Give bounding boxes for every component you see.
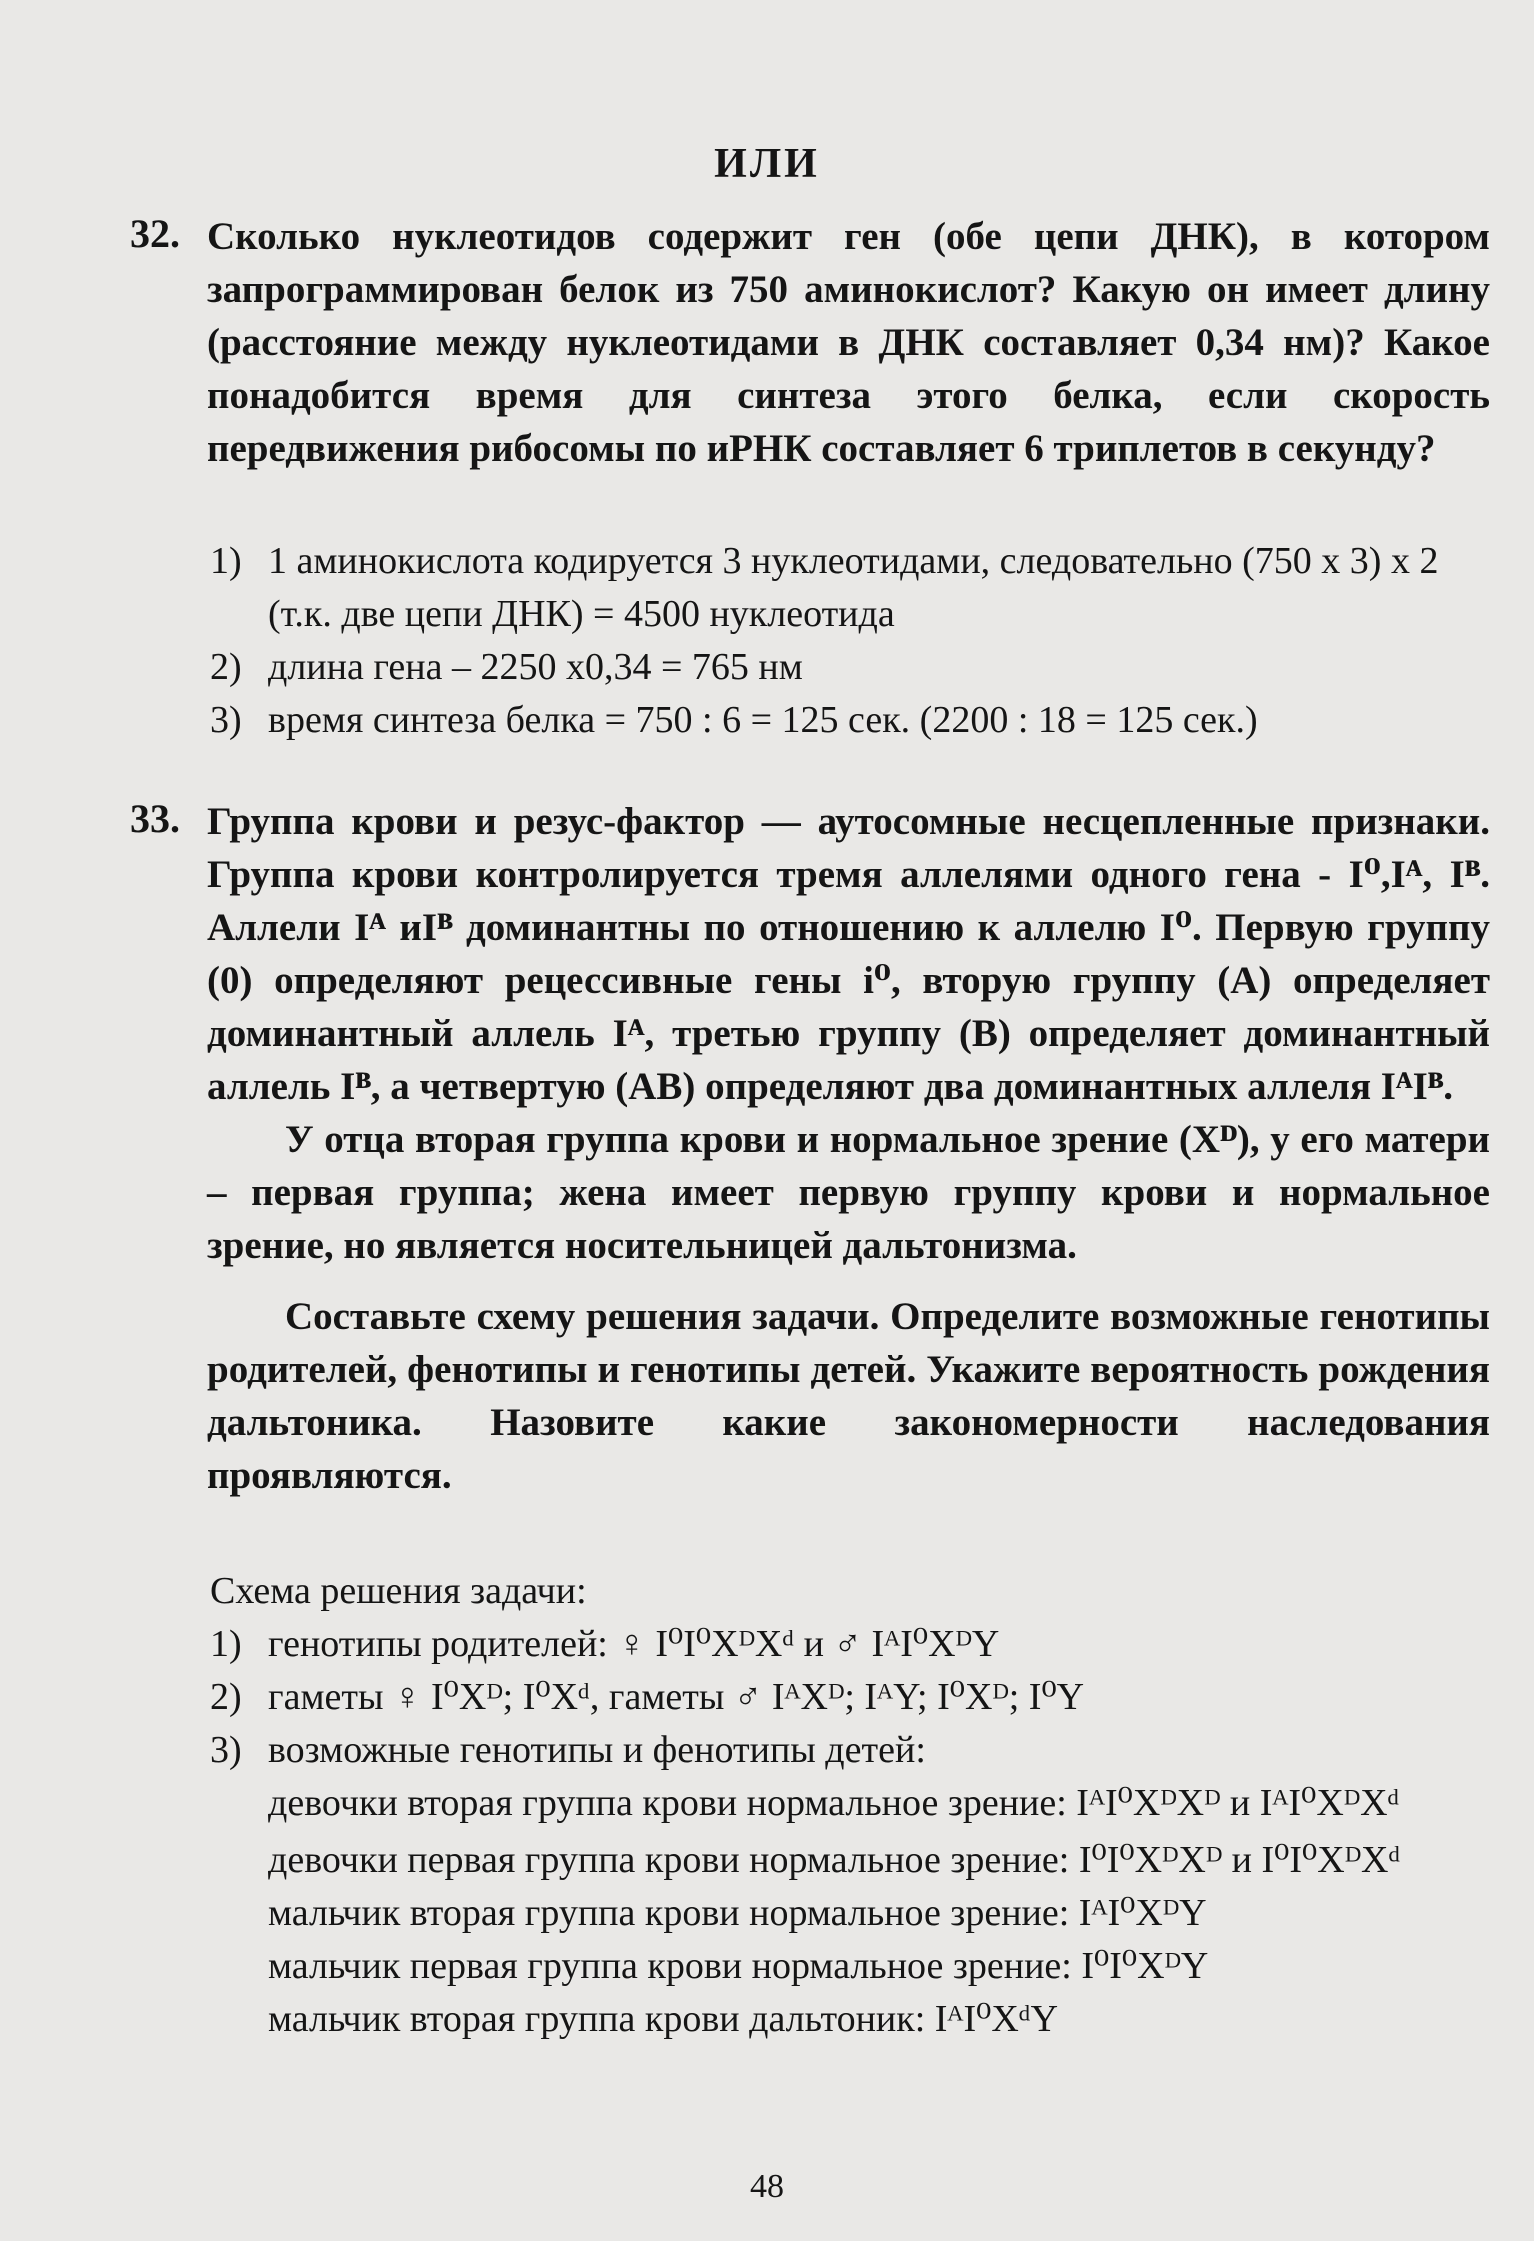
child-genotype: мальчик вторая группа крови дальтоник: IᴬI⁰XᵈY [268, 1998, 1059, 2040]
item-text: генотипы родителей: ♀ I⁰I⁰XᴰXᵈ и ♂ IᴬI⁰XᴰY [268, 1623, 1000, 1665]
answer-item [210, 641, 1490, 694]
child-genotype: мальчик вторая группа крови нормальное зрение: IᴬI⁰XᴰY [268, 1892, 1207, 1934]
item-number: 1) [210, 540, 242, 582]
item-number: 3) [210, 699, 242, 741]
item-number: 1) [210, 1623, 242, 1665]
answer-item [210, 1618, 1490, 1671]
question-number: 33. [130, 796, 180, 841]
item-text: гаметы ♀ I⁰Xᴰ; I⁰Xᵈ, гаметы ♂ IᴬXᴰ; IᴬY; I⁰Xᴰ; I⁰Y [268, 1676, 1085, 1718]
child-genotype: девочки вторая группа крови нормальное зрение: IᴬI⁰XᴰXᴰ и IᴬI⁰XᴰXᵈ [268, 1782, 1400, 1824]
heading-ili: ИЛИ [714, 141, 820, 187]
child-genotype: мальчик первая группа крови нормальное зрение: I⁰I⁰XᴰY [268, 1945, 1209, 1987]
question-33-para-3: Составьте схему решения задачи. Определите возможные генотипы родителей, фенотипы и генотипы детей. Укажите вероятность рождения дальтоника. Назовите какие закономерности наследования проявляются. [207, 1295, 1490, 1497]
page-number: 48 [750, 2168, 784, 2205]
question-33-para-2: У отца вторая группа крови и нормальное зрение (Xᴰ), у его матери – первая группа; жена имеет первую группу крови и нормальное зрение, но является носительницей дальтонизма. [207, 1118, 1490, 1267]
answer-item [210, 1724, 1490, 1777]
answer-item [210, 535, 1490, 641]
question-33-para-1: Группа крови и резус-фактор — аутосомные несцепленные признаки. Группа крови контролируется тремя аллелями одного гена - I⁰,Iᴬ, Iᴮ. Аллели Iᴬ иIᴮ доминантны по отношению к аллелю I⁰. Первую группу (0) определяют рецессивные гены i⁰, вторую группу (А) определяет доминантный аллель Iᴬ, третью группу (В) определяет доминантный аллель Iᴮ, а четвертую (АВ) определяют два доминантных аллеля IᴬIᴮ. [207, 800, 1490, 1108]
answer-item [210, 694, 1490, 747]
question-number: 32. [130, 211, 180, 256]
item-number: 2) [210, 646, 242, 688]
answer-33 [210, 1565, 1490, 2046]
child-genotype: девочки первая группа крови нормальное зрение: I⁰I⁰XᴰXᴰ и I⁰I⁰XᴰXᵈ [268, 1839, 1401, 1881]
question-text [207, 210, 1490, 475]
item-number: 3) [210, 1729, 242, 1771]
question-32 [130, 210, 1490, 475]
question-text [207, 795, 1490, 1502]
item-number: 2) [210, 1676, 242, 1718]
item-text: время синтеза белка = 750 : 6 = 125 сек. (2200 : 18 = 125 сек.) [268, 699, 1258, 741]
scheme-title: Схема решения задачи: [210, 1570, 587, 1612]
answer-32 [210, 535, 1490, 747]
question-32-text: Сколько нуклеотидов содержит ген (обе цепи ДНК), в котором запрограммирован белок из 750 аминокислот? Какую он имеет длину (расстояние между нуклеотидами в ДНК составляет 0,34 нм)? Какое понадобится время для синтеза этого белка, если скорость передвижения рибосомы по иРНК составляет 6 триплетов в секунду? [207, 215, 1490, 470]
item-text: возможные генотипы и фенотипы детей: [268, 1729, 926, 1771]
question-33 [130, 795, 1490, 1502]
item-text: 1 аминокислота кодируется 3 нуклеотидами, следовательно (750 х 3) х 2 (т.к. две цепи ДНК) = 4500 нуклеотида [268, 540, 1439, 635]
answer-item [210, 1671, 1490, 1724]
item-text: длина гена – 2250 х0,34 = 765 нм [268, 646, 803, 688]
